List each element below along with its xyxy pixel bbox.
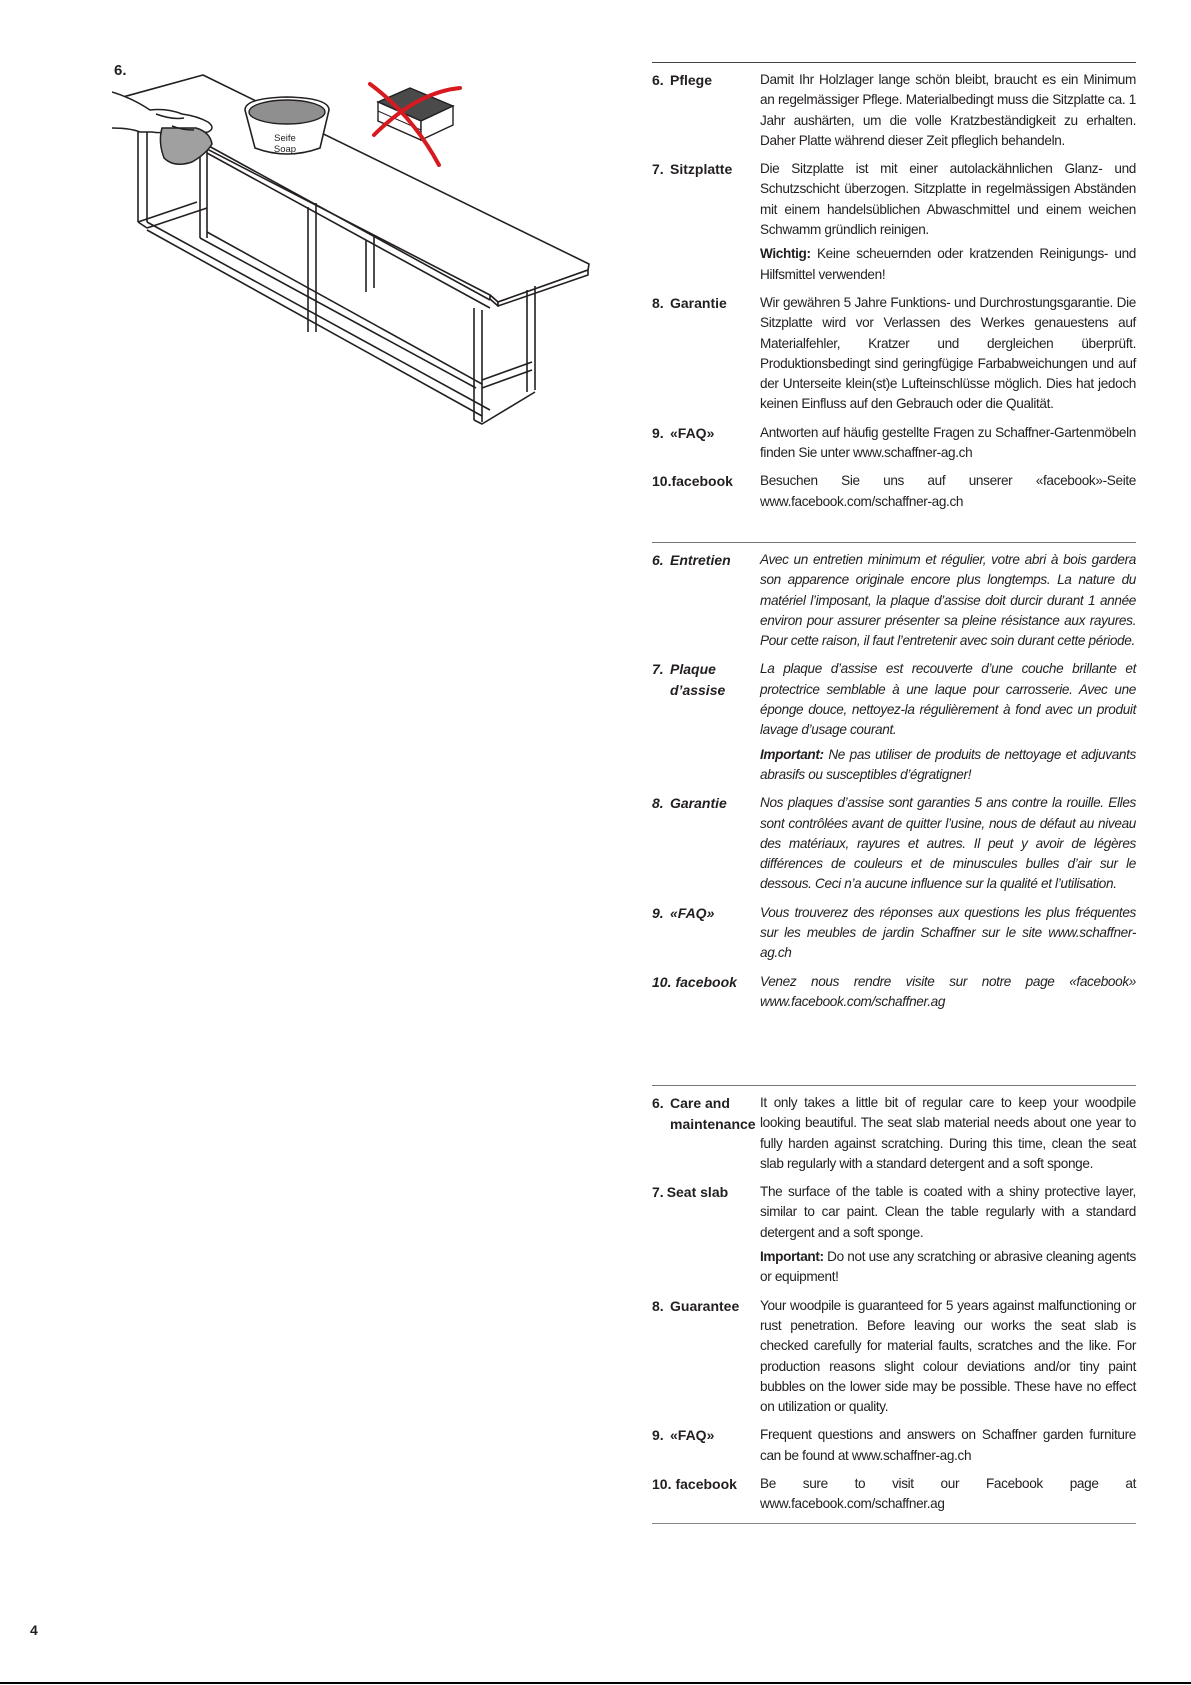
entry-text: Nos plaques d’assise sont garanties 5 ans contre la rouille. Elles sont contrôlées avant de quitter l’usine, nous de défaut au niveau des matériaux, rayures et autres. Il peut y avoir de légères différences de couleurs et de minuscules bulles d’air sur le dessous. Ceci n’a aucune influence sur la qualité et l’utilisation. <box>760 795 1136 892</box>
entry-number: 7. <box>652 661 664 678</box>
bench-cleaning-illustration <box>112 70 592 470</box>
entry-text: Be sure to visit our Facebook page at www.facebook.com/schaffner.ag <box>760 1476 1136 1512</box>
entry-de-faq <box>652 423 1136 464</box>
entry-number: 8. <box>652 795 664 812</box>
entry-fr-entretien <box>652 550 1136 651</box>
entry-text: Frequent questions and answers on Schaffner garden furniture can be found at www.schaffner-ag.ch <box>760 1427 1136 1463</box>
note-text: Keine scheuernden oder kratzenden Reinigungs- und Hilfsmittel verwenden! <box>760 246 1136 282</box>
entry-de-sitzplatte <box>652 159 1136 285</box>
entry-number: 10. <box>652 973 672 990</box>
entry-note <box>760 745 1136 786</box>
entry-title: Sitzplatte <box>670 161 733 178</box>
entry-number: 6. <box>652 72 664 88</box>
entry-de-facebook <box>652 471 1136 512</box>
section-french <box>652 542 1136 1020</box>
entry-en-faq <box>652 1425 1136 1466</box>
entry-note <box>760 1247 1136 1288</box>
entry-text: Die Sitzplatte ist mit einer autolackähnlichen Glanz- und Schutzschicht überzogen. Sitzplatte in regelmässigen Abständen mit einem handelsüblichen Abwaschmittel und einem weichen Schwamm gründlich reinigen. <box>760 161 1136 238</box>
entry-text: The surface of the table is coated with a shiny protective layer, similar to car paint. Clean the table regularly with a standard detergent and a soft sponge. <box>760 1184 1136 1240</box>
bottom-rule <box>0 1682 1191 1684</box>
entry-de-garantie <box>652 293 1136 415</box>
figure-label: 6. <box>114 62 127 79</box>
entry-en-seat-slab <box>652 1182 1136 1287</box>
entry-number: 7. <box>652 1184 664 1201</box>
entry-title: Seat slab <box>666 1184 729 1201</box>
entry-title: «FAQ» <box>670 424 715 441</box>
entry-title: Entretien <box>670 552 731 568</box>
entry-title: Garantie <box>670 294 727 311</box>
entry-title: facebook <box>675 1476 737 1493</box>
section-divider <box>652 62 1136 63</box>
soap-bowl <box>245 97 329 155</box>
entry-text: Damit Ihr Holzlager lange schön bleibt, braucht es ein Minimum an regelmässiger Pflege. Materialbedingt muss die Sitzplatte ca. 1 Jahr aushärten, um die volle Kratzbeständigkeit zu erhalten. Daher Platte während dieser Zeit pfleglich behandeln. <box>760 72 1136 148</box>
entry-number: 7. <box>652 161 664 178</box>
entry-de-pflege <box>652 70 1136 151</box>
entry-text: It only takes a little bit of regular care to keep your woodpile looking beautiful. The seat slab material needs about one year to fully harden against scratching. During this time, clean the seat slab regularly with a standard detergent and a soft sponge. <box>760 1095 1136 1171</box>
entry-en-care <box>652 1093 1136 1174</box>
entry-title: facebook <box>671 473 733 490</box>
note-text: Ne pas utiliser de produits de nettoyage et adjuvants abrasifs ou susceptibles d’égratigner! <box>760 746 1136 782</box>
soap-label-de: Seife <box>274 133 296 144</box>
entry-number: 6. <box>652 1095 664 1111</box>
entry-title: facebook <box>675 973 737 990</box>
section-divider <box>652 1085 1136 1086</box>
soap-label-en: Soap <box>273 144 297 155</box>
entry-title: «FAQ» <box>670 904 715 921</box>
entry-text: La plaque d’assise est recouverte d’une couche brillante et protectrice semblable à une laque pour carrosserie. Avec une éponge douce, nettoyez-la régulièrement à fond avec un produit lavage d’usage courant. <box>760 661 1136 738</box>
entry-number: 6. <box>652 552 664 568</box>
entry-title: Plaque d’assise <box>670 661 726 698</box>
note-lead: Important: <box>760 1249 824 1265</box>
section-german <box>652 62 1136 520</box>
note-lead: Wichtig: <box>760 246 811 262</box>
entry-text: Avec un entretien minimum et régulier, votre abri à bois gardera son apparence originale encore plus longtemps. La nature du matériel l’imposant, la plaque d’assise doit durcir durant 1 année environ pour assurer présenter sa pleine résistance aux rayures. Pour cette raison, il faut l’entretenir avec soin durant cette période. <box>760 552 1136 649</box>
note-text: Do not use any scratching or abrasive cleaning agents or equipment! <box>760 1249 1136 1285</box>
entry-number: 10. <box>652 1476 672 1493</box>
section-english <box>652 1085 1136 1524</box>
entry-fr-plaque <box>652 659 1136 785</box>
note-lead: Important: <box>760 746 824 762</box>
entry-number: 8. <box>652 294 664 311</box>
entry-note <box>760 244 1136 285</box>
entry-title: «FAQ» <box>670 1427 715 1444</box>
entry-en-facebook <box>652 1474 1136 1515</box>
entry-number: 9. <box>652 424 664 441</box>
entry-text: Wir gewähren 5 Jahre Funktions- und Durchrostungsgarantie. Die Sitzplatte wird vor Verlassen des Werkes genauestens auf Materialfehler, Kratzer und dergleichen überprüft. Produktionsbedingt sind geringfügige Farbabweichungen und auf der Unterseite klein(st)e Lufteinschlüsse möglich. Dies hat jedoch keinen Einfluss auf den Gebrauch oder die Qualität. <box>760 294 1136 412</box>
section-end-rule <box>652 1523 1136 1524</box>
section-divider <box>652 542 1136 543</box>
entry-title: Pflege <box>670 72 713 88</box>
entry-text: Besuchen Sie uns auf unserer «facebook»-Seite www.facebook.com/schaffner-ag.ch <box>760 473 1136 509</box>
entry-fr-garantie <box>652 793 1136 894</box>
entry-en-guarantee <box>652 1296 1136 1418</box>
entry-title: Guarantee <box>670 1297 740 1314</box>
entry-text: Your woodpile is guaranteed for 5 years against malfunctioning or rust penetration. Before leaving our works the seat slab is checked carefully for material faults, scratches and the like. For production reasons slight colour deviations and/or tiny paint bubbles on the lower side may be possible. These have no effect on utilization or quality. <box>760 1297 1136 1415</box>
entry-title: Care and maintenance <box>670 1095 756 1132</box>
entry-number: 10. <box>652 473 672 490</box>
entry-text: Antworten auf häufig gestellte Fragen zu Schaffner-Gartenmöbeln finden Sie unter www.schaffner-ag.ch <box>760 424 1136 461</box>
entry-fr-facebook <box>652 972 1136 1013</box>
entry-number: 8. <box>652 1297 664 1314</box>
entry-text: Venez nous rendre visite sur notre page «facebook» www.facebook.com/schaffner.ag <box>760 973 1136 1009</box>
entry-title: Garantie <box>670 795 727 812</box>
entry-text: Vous trouverez des réponses aux questions les plus fréquentes sur les meubles de jardin Schaffner sur le site www.schaffner-ag.ch <box>760 904 1136 961</box>
entry-number: 9. <box>652 904 664 921</box>
scouring-pad-forbidden <box>370 84 460 165</box>
bench-top <box>112 75 589 302</box>
entry-number: 9. <box>652 1427 664 1444</box>
page-number: 4 <box>30 1622 38 1638</box>
entry-fr-faq <box>652 903 1136 964</box>
